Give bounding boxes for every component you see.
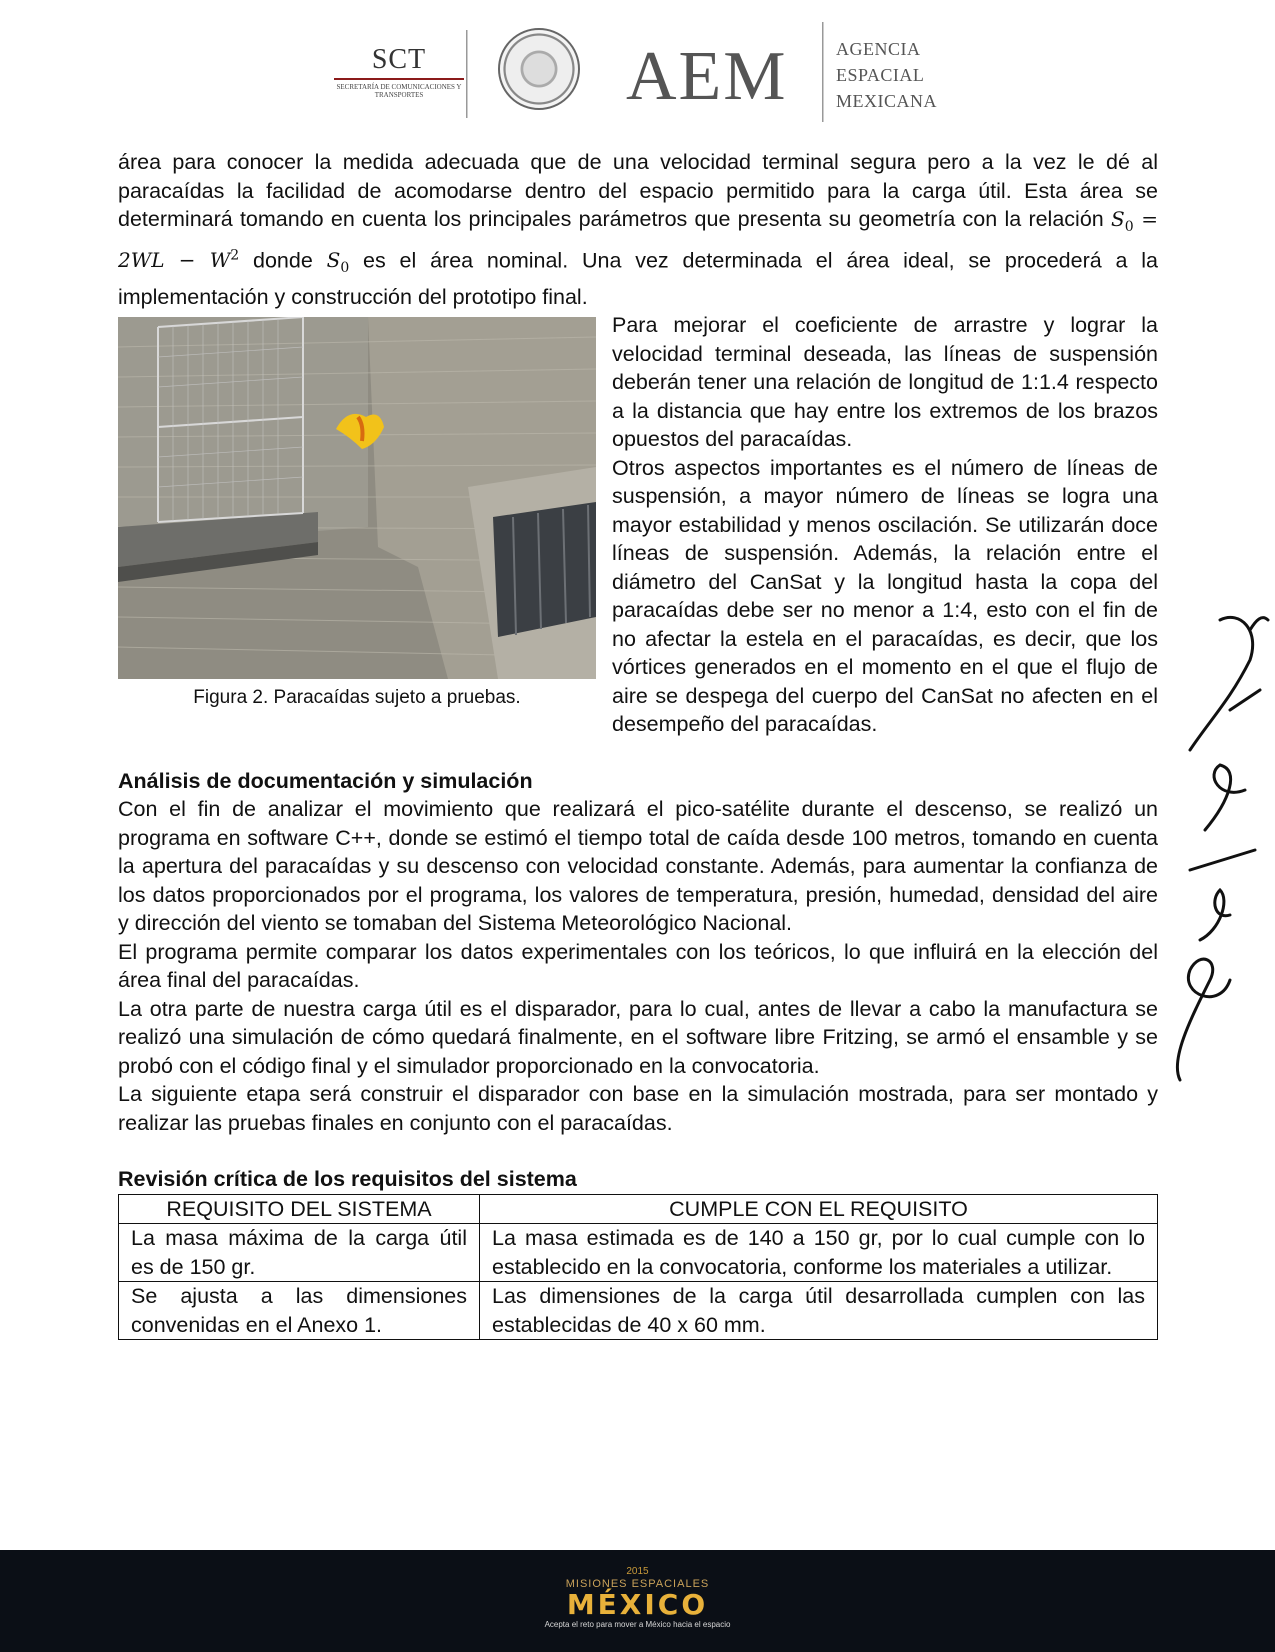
table-cell: Se ajusta a las dimensiones convenidas en el Anexo 1. <box>119 1282 480 1340</box>
sct-subtitle: SECRETARÍA DE COMUNICACIONES Y TRANSPORTES <box>336 83 462 99</box>
requirements-table <box>118 1194 1158 1341</box>
national-seal-icon <box>498 28 580 110</box>
table-row <box>119 1282 1158 1340</box>
figure-parachute <box>118 317 596 711</box>
paragraph-comparison: El programa permite comparar los datos experimentales con los teóricos, lo que influirá en la elección del área final del paracaídas. <box>118 939 1158 993</box>
paragraph-drag-coefficient: Para mejorar el coeficiente de arrastre y lograr la velocidad terminal deseada, las líneas de suspensión deberán tener una relación de longitud de 1:1.4 respecto a la distancia que hay entre los extremos de los brazos opuestos del paracaídas. <box>612 313 1158 452</box>
table-header-row <box>119 1194 1158 1224</box>
header-divider <box>822 22 824 122</box>
paragraph-text: es el área nominal. Una vez determinada el área ideal, se procederá a la implementación y construcción del prototipo final. <box>118 248 1158 309</box>
figure-caption: Figura 2. Paracaídas sujeto a pruebas. <box>193 687 521 709</box>
paragraph-next-stage: La siguiente etapa será construir el disparador con base en la simulación mostrada, para ser montado y realizar las pruebas finales en conjunto con el paracaídas. <box>118 1082 1158 1135</box>
agency-line-3: MEXICANA <box>836 91 937 111</box>
sct-title: SCT <box>371 44 427 75</box>
table-cell: La masa máxima de la carga útil es de 150 gr. <box>119 1224 480 1282</box>
formula-nominal-area: $S_0 = 2WL - W^2$ <box>118 207 1158 273</box>
page-footer <box>0 1550 1275 1652</box>
table-header: REQUISITO DEL SISTEMA <box>119 1194 480 1224</box>
footer-title: MISIONES ESPACIALES <box>565 1578 710 1590</box>
handwritten-signature <box>1160 600 1270 1100</box>
section-title-analysis: Análisis de documentación y simulación <box>118 768 533 793</box>
document-body <box>118 148 1158 1340</box>
paragraph-area <box>118 148 1158 311</box>
paragraph-suspension-lines: Otros aspectos importantes es el número de líneas de suspensión, a mayor número de líneas se logra una mayor estabilidad y menos oscilación. Se utilizarán doce líneas de suspensión. Además, la relación entre el diámetro del CanSat y la longitud hasta la copa del paracaídas debe ser no menor a 1:4, esto con el fin de no afectar la estela en el paracaídas, es decir, que los vórtices generados en el momento en el que el flujo de aire se despega del cuerpo del CanSat no afecten en el desempeño del paracaídas. <box>612 455 1158 737</box>
table-cell: Las dimensiones de la carga útil desarrollada cumplen con las establecidas de 40 x 60 mm. <box>480 1282 1158 1340</box>
parachute-photo <box>118 317 596 679</box>
sct-logo <box>334 44 464 99</box>
footer-year: 2015 <box>626 1566 649 1577</box>
footer-logo-mexico: MÉXICO <box>566 1588 709 1621</box>
aem-logo: AEM <box>626 38 788 115</box>
agency-line-2: ESPACIAL <box>836 65 925 85</box>
section-title-requirements: Revisión crítica de los requisitos del sistema <box>118 1167 577 1192</box>
table-row <box>119 1224 1158 1282</box>
formula-symbol: $S_0$ <box>326 248 350 277</box>
agency-name <box>836 36 937 114</box>
sct-divider <box>334 78 464 80</box>
table-cell: La masa estimada es de 140 a 150 gr, por lo cual cumple con lo establecido en la convocatoria, conforme los materiales a utilizar. <box>480 1224 1158 1282</box>
paragraph-trigger: La otra parte de nuestra carga útil es el disparador, para lo cual, antes de llevar a cabo la manufactura se realizó una simulación de cómo quedará finalmente, en el software libre Fritzing, se armó el ensamble y se probó con el código final y el simulador proporcionado en la convocatoria. <box>118 996 1158 1078</box>
paragraph-simulation: Con el fin de analizar el movimiento que realizará el pico-satélite durante el descenso, se realizó un programa en software C++, donde se estimó el tiempo total de caída desde 100 metros, tomando en cuenta la apertura del paracaídas y su descenso con velocidad constante. Además, para aumentar la confianza de los datos proporcionados por el programa, los valores de temperatura, presión, humedad, densidad del aire y dirección del viento se tomaban del Sistema Meteorológico Nacional. <box>118 797 1158 936</box>
paragraph-text: donde <box>239 248 327 273</box>
table-header: CUMPLE CON EL REQUISITO <box>480 1194 1158 1224</box>
page-header <box>320 20 940 132</box>
footer-tagline: Acepta el reto para mover a México hacia el espacio <box>544 1620 731 1629</box>
header-divider <box>466 30 468 118</box>
agency-line-1: AGENCIA <box>836 39 921 59</box>
paragraph-text: área para conocer la medida adecuada que de una velocidad terminal segura pero a la vez le dé al paracaídas la facilidad de acomodarse dentro del espacio permitido para la carga útil. Esta área se determinará tomando en cuenta los principales parámetros que presenta su geometría con la relación <box>118 150 1158 231</box>
